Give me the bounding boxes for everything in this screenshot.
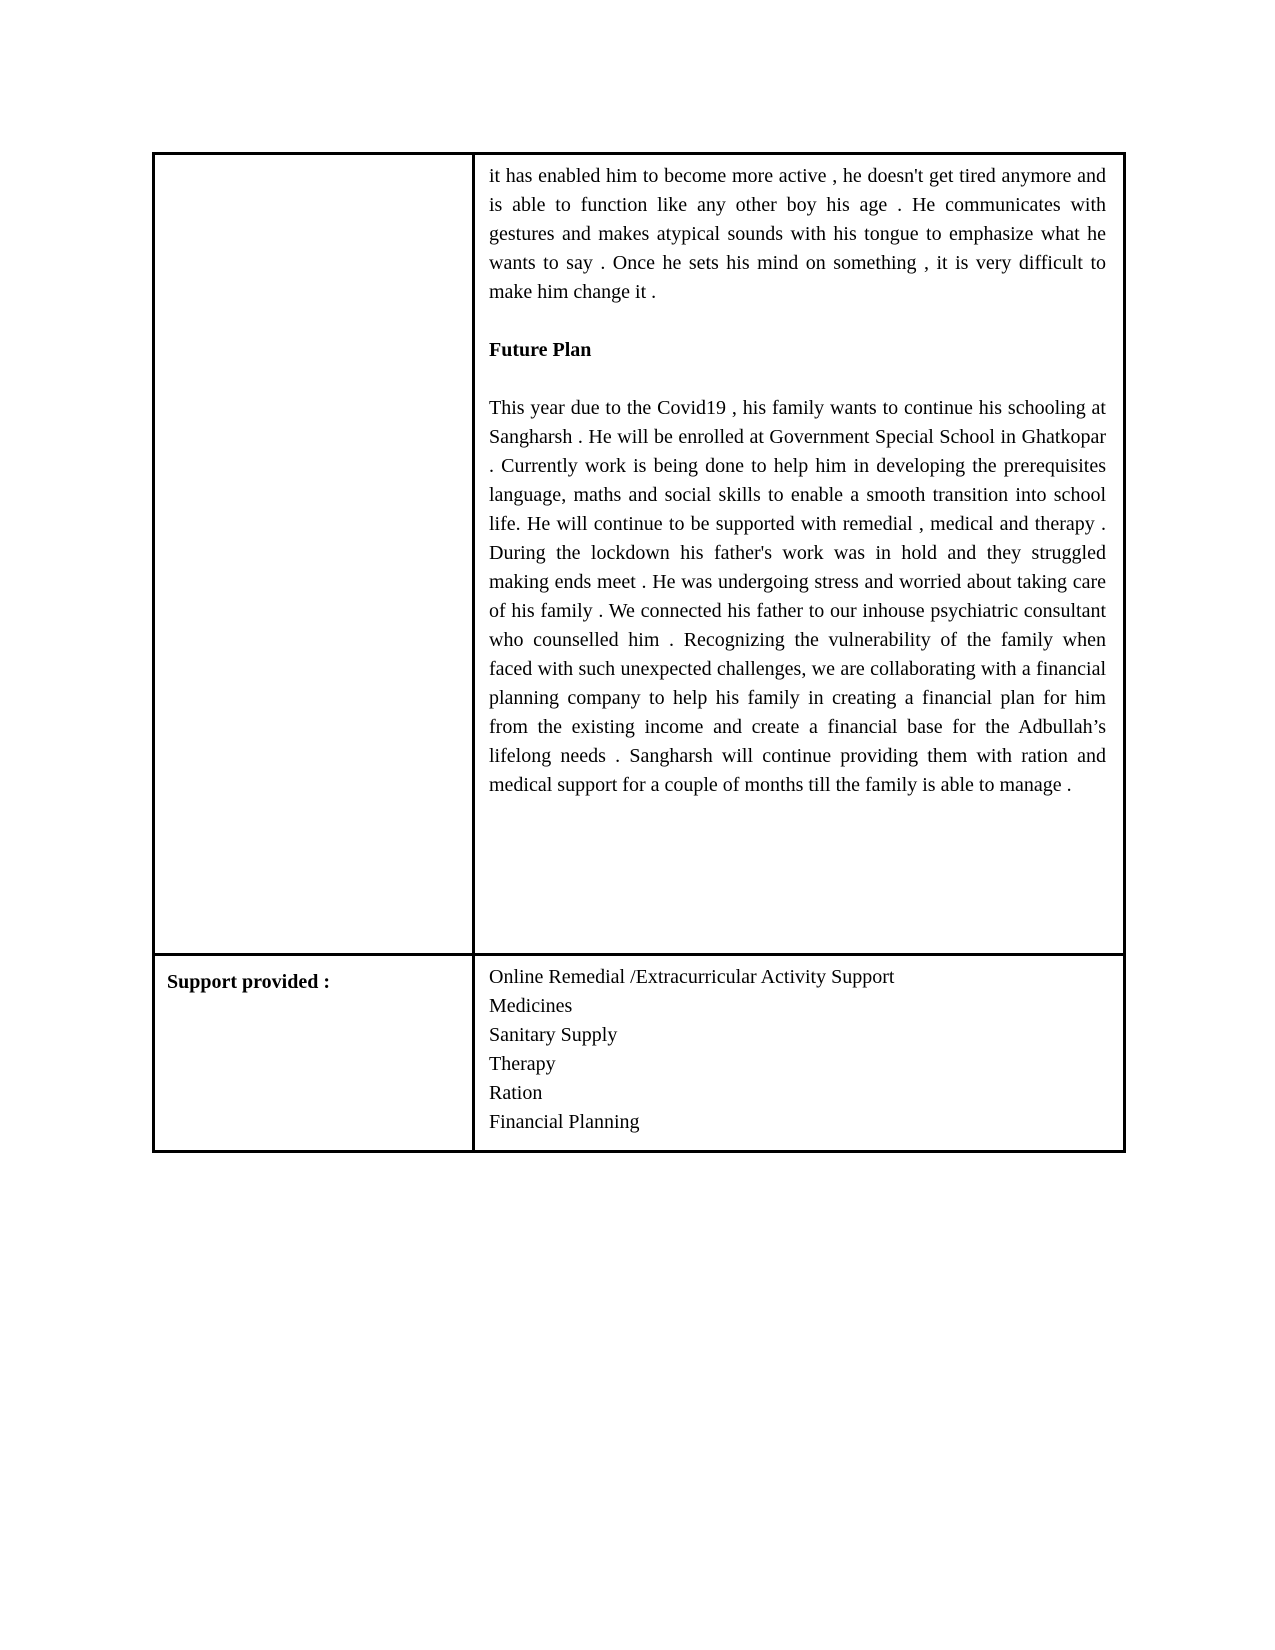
case-report-table	[152, 152, 1126, 1153]
support-item: Therapy	[489, 1053, 556, 1075]
support-item: Sanitary Supply	[489, 1024, 618, 1046]
support-items-cell	[474, 955, 1125, 1152]
future-plan-paragraph: This year due to the Covid19 , his family wants to continue his schooling at Sangharsh . He will be enrolled at Government Special School in Ghatkopar . Currently work is being done to help him in developing the prerequisites language, maths and social skills to enable a smooth transition into school life. He will continue to be supported with remedial , medical and therapy . During the lockdown his father's work was in hold and they struggled making ends meet . He was undergoing stress and worried about taking care of his family . We connected his father to our inhouse psychiatric consultant who counselled him . Recognizing the vulnerability of the family when faced with such unexpected challenges, we are collaborating with a financial planning company to help his family in creating a financial plan for him from the existing income and create a financial base for the Adbullah’s lifelong needs . Sangharsh will continue providing them with ration and medical support for a couple of months till the family is able to manage .	[489, 397, 1106, 796]
progress-paragraph: it has enabled him to become more active , he doesn't get tired anymore and is able to function like any other boy his age . He communicates with gestures and makes atypical sounds with his tongue to emphasize what he wants to say . Once he sets his mind on something , it is very difficult to make him change it .	[489, 165, 1106, 303]
narrative-label-cell-empty	[154, 154, 474, 955]
support-provided-label: Support provided :	[167, 971, 331, 993]
narrative-content-cell	[474, 154, 1125, 955]
support-label-cell	[154, 955, 474, 1152]
support-item: Online Remedial /Extracurricular Activity Support	[489, 966, 895, 988]
support-item: Medicines	[489, 995, 573, 1017]
table-row-narrative	[154, 154, 1125, 955]
support-item: Financial Planning	[489, 1111, 640, 1133]
support-item: Ration	[489, 1082, 543, 1104]
future-plan-heading: Future Plan	[489, 339, 592, 361]
table-row-support	[154, 955, 1125, 1152]
